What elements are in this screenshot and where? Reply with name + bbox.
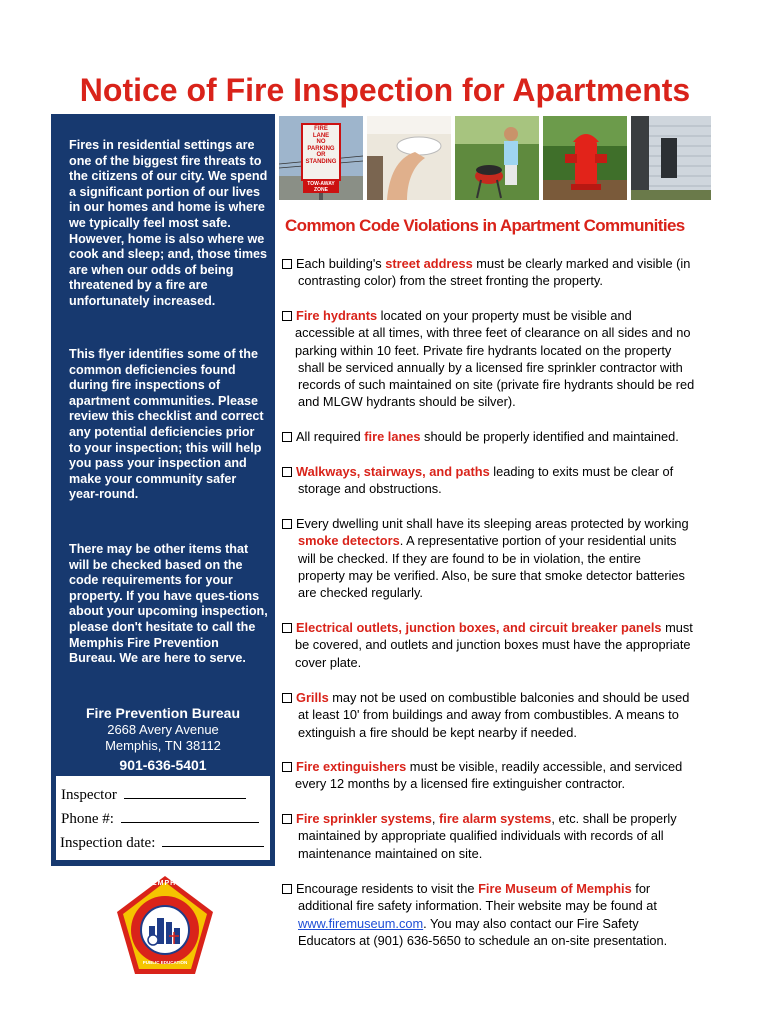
item-text: , etc. shall be properly	[551, 811, 677, 826]
checkbox[interactable]	[282, 814, 292, 824]
building-exterior-photo	[631, 116, 711, 200]
item-text: be covered, and outlets and junction boxes must have the appropriate	[295, 637, 691, 653]
item-text: property may be verified. Also, be sure that smoke detector batteries	[298, 567, 685, 583]
checklist-item-fire-museum	[282, 880, 712, 949]
checkbox[interactable]	[282, 693, 292, 703]
item-text: storage and obstructions.	[298, 481, 442, 497]
item-text: must be visible, readily accessible, and serviced	[406, 759, 683, 774]
item-highlight: Fire sprinkler systems	[296, 811, 432, 826]
item-highlight: Walkways, stairways, and paths	[296, 464, 490, 479]
item-highlight: fire lanes	[364, 429, 421, 444]
checklist-item-electrical	[282, 619, 712, 671]
intro-paragraph: Fires in residential settings are one of the biggest fire threats to the citizens of our city. We spend a significant portion of our lives in our homes and home is where we typically feel most safe. However, home is also where we cook and sleep; and, those times are when our odds of being threatened by a fire are unfortunately increased.	[69, 138, 268, 308]
item-text: contrasting color) from the street fronting the property.	[298, 273, 603, 289]
date-field[interactable]	[162, 832, 264, 847]
item-text: will be checked. If they are found to be in violation, the entire	[298, 550, 641, 566]
item-text: must be clearly marked and visible (in	[472, 256, 691, 271]
fire-hydrant-photo	[543, 116, 627, 200]
bureau-phone: 901-636-5401	[119, 757, 207, 773]
inspection-form	[56, 776, 270, 860]
item-text: at least 10' from buildings and away from combustibles. A means to	[298, 707, 679, 723]
bureau-name: Fire Prevention Bureau	[85, 705, 241, 721]
item-text: should be properly identified and maintained.	[420, 429, 679, 444]
item-text: Every dwelling unit shall have its sleeping areas protected by working	[296, 516, 689, 531]
item-text: records of such maintained on site (private fire hydrants should be red	[298, 377, 695, 393]
item-text: . A representative portion of your residential units	[399, 533, 677, 549]
item-text: accessible at all times, with three feet of clearance on all sides and no	[295, 325, 691, 341]
sign-line: OR	[316, 152, 326, 158]
item-highlight: street address	[385, 256, 473, 271]
grill-photo	[455, 116, 539, 200]
sign-text	[302, 126, 340, 165]
contact-paragraph: There may be other items that will be checked based on the code requirements for your property. If you have ques-tions about your upcoming inspection, please don't hesitate to call the Memphis Fire Prevention Bureau. We are here to serve.	[69, 542, 268, 666]
fire-museum-link[interactable]: www.firemuseum.com	[298, 915, 424, 931]
item-text: for	[631, 881, 651, 896]
sign-line: TOW-AWAY	[307, 181, 335, 187]
checkbox[interactable]	[282, 623, 292, 633]
bureau-contact	[51, 704, 275, 775]
item-text: and MLGW hydrants should be silver).	[298, 394, 516, 410]
item-text: leading to exits must be clear of	[489, 464, 674, 479]
item-text: cover plate.	[295, 654, 362, 670]
item-text: . You may also contact our Fire Safety	[423, 915, 639, 931]
seal-top-text: MEMPHIS	[145, 880, 185, 887]
item-text: Educators at (901) 636-5650 to schedule an on-site presentation.	[298, 932, 668, 948]
inspector-label: Inspector	[61, 787, 117, 803]
item-text: shall be serviced annually by a licensed fire sprinkler contractor with	[298, 359, 683, 375]
sign-line: LANE	[312, 132, 330, 139]
checkbox[interactable]	[282, 311, 292, 321]
checkbox[interactable]	[282, 519, 292, 529]
checklist-item-smoke-detectors	[282, 515, 712, 601]
section-title: Common Code Violations in Apartment Communities	[285, 216, 685, 235]
item-text: are checked regularly.	[298, 585, 423, 601]
checklist-item-walkways	[282, 463, 712, 498]
item-text: additional fire safety information. Their website may be found at	[298, 898, 657, 914]
smoke-detector-photo	[367, 116, 451, 200]
inspector-row	[61, 784, 246, 804]
sign-line: ZONE	[314, 186, 328, 193]
item-text: maintained by appropriate qualified individuals with records of all	[298, 828, 664, 844]
bureau-address-line2: Memphis, TN 38112	[105, 738, 221, 753]
item-text: located on your property must be visible and	[377, 308, 632, 323]
item-text: must	[661, 620, 693, 635]
checkbox[interactable]	[282, 259, 292, 269]
item-text: parking within 10 feet. Private fire hydrants located on the property	[295, 342, 672, 358]
info-sidebar	[51, 114, 275, 866]
checkbox[interactable]	[282, 467, 292, 477]
checkbox[interactable]	[282, 884, 292, 894]
page-title: Notice of Fire Inspection for Apartments	[79, 72, 691, 108]
checklist-item-sprinklers	[282, 810, 712, 862]
item-text: Encourage residents to visit the	[296, 881, 479, 896]
checkbox[interactable]	[282, 762, 292, 772]
date-row	[60, 832, 264, 852]
sign-line: STANDING	[305, 158, 337, 165]
checklist-item-grills	[282, 689, 712, 741]
item-text: extinguish a fire should be kept nearby if needed.	[298, 724, 577, 740]
item-text: maintenance maintained on site.	[298, 845, 483, 861]
item-highlight: fire alarm systems	[439, 811, 552, 826]
item-highlight: smoke detectors	[298, 533, 400, 549]
checklist-item-fire-lanes	[282, 428, 712, 445]
date-label: Inspection date:	[60, 835, 156, 851]
checklist-item-street-address	[282, 255, 712, 290]
fire-lane-sign-photo	[279, 116, 363, 200]
item-text: Each building's	[296, 256, 386, 271]
item-text: may not be used on combustible balconies and should be used	[328, 690, 690, 705]
tow-zone-text	[303, 182, 339, 193]
sign-line: NO	[316, 139, 326, 145]
sign-line: FIRE	[314, 126, 328, 132]
seal-bottom-text: PUBLIC EDUCATION	[142, 960, 188, 965]
item-highlight: Grills	[296, 690, 329, 705]
bureau-address-line1: 2668 Avery Avenue	[107, 722, 219, 737]
phone-row	[61, 808, 259, 828]
item-highlight: Fire extinguishers	[296, 759, 407, 774]
sign-line: PARKING	[307, 145, 335, 152]
purpose-paragraph: This flyer identifies some of the common deficiencies found during fire inspections of apartment communities. Please review this checklist and correct any potential deficiencies prior to your inspection; this will help you pass your inspection and make your community safer year-round.	[69, 347, 264, 502]
item-highlight: Fire Museum of Memphis	[478, 881, 632, 896]
memphis-fire-seal-logo	[113, 874, 217, 978]
inspector-field[interactable]	[124, 784, 246, 799]
checkbox[interactable]	[282, 432, 292, 442]
checklist-item-extinguishers	[282, 758, 712, 793]
item-text: every 12 months by a licensed fire extinguisher contractor.	[295, 776, 626, 792]
item-highlight: Fire hydrants	[296, 308, 378, 323]
phone-label: Phone #:	[61, 811, 114, 827]
phone-field[interactable]	[121, 808, 259, 823]
item-text: All required	[296, 429, 365, 444]
item-text: ,	[431, 811, 439, 826]
checklist-item-fire-hydrants	[282, 307, 712, 411]
item-highlight: Electrical outlets, junction boxes, and circuit breaker panels	[296, 620, 662, 635]
